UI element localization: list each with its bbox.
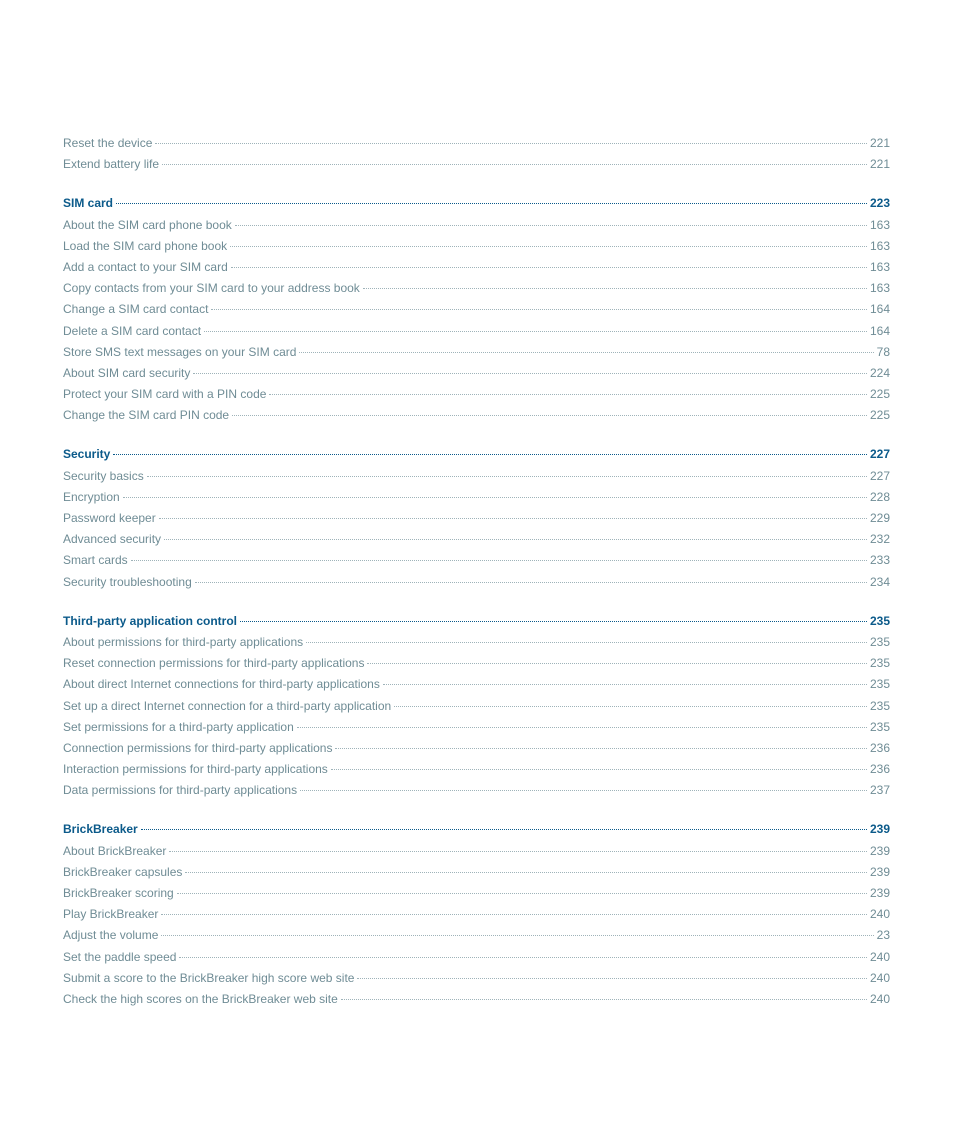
toc-entry-label: BrickBreaker scoring <box>63 886 174 900</box>
dot-leader <box>235 225 867 226</box>
toc-entry-label: Data permissions for third-party applications <box>63 783 298 798</box>
dot-leader <box>164 539 867 540</box>
toc-entry[interactable] <box>63 529 890 550</box>
toc-entry-page: 163 <box>869 238 890 253</box>
dot-leader <box>240 621 867 622</box>
dot-leader <box>300 790 867 791</box>
toc-entry[interactable] <box>63 299 890 320</box>
toc-entry-page: 232 <box>869 532 890 547</box>
toc-entry-label: Security basics <box>63 468 144 483</box>
toc-entry[interactable] <box>63 904 890 925</box>
toc-entry-page: 228 <box>869 489 890 504</box>
toc-entry[interactable] <box>63 487 890 508</box>
toc-entry[interactable] <box>63 466 890 487</box>
section-heading[interactable] <box>63 193 890 214</box>
section-title: Security <box>63 447 111 462</box>
toc-entry[interactable] <box>63 780 890 801</box>
toc-entry-label: Password keeper <box>63 511 156 525</box>
toc-section-brickbreaker <box>63 819 890 1010</box>
dot-leader <box>155 143 867 144</box>
toc-entry-label: Extend battery life <box>63 157 160 172</box>
section-heading[interactable] <box>63 611 890 632</box>
dot-leader <box>141 829 867 830</box>
toc-entry-page: 235 <box>869 634 890 649</box>
toc-entry-page: 163 <box>869 281 890 296</box>
table-of-contents <box>63 133 890 1010</box>
toc-entry-label: Reset connection permissions for third-party applications <box>63 656 365 671</box>
toc-entry-label: About SIM card security <box>63 365 191 380</box>
toc-entry[interactable] <box>63 759 890 780</box>
dot-leader <box>230 246 867 247</box>
toc-entry-page: 235 <box>869 719 890 734</box>
dot-leader <box>363 288 867 289</box>
dot-leader <box>113 454 867 455</box>
toc-entry[interactable] <box>63 257 890 278</box>
toc-entry-label: Set the paddle speed <box>63 949 177 964</box>
toc-entry-label: Protect your SIM card with a PIN code <box>63 387 267 402</box>
toc-entry-label: Copy contacts from your SIM card to your address book <box>63 281 360 296</box>
dot-leader <box>357 978 867 979</box>
toc-entry-label: Security troubleshooting <box>63 574 192 589</box>
section-heading[interactable] <box>63 444 890 465</box>
dot-leader <box>162 164 867 165</box>
dot-leader <box>299 352 873 353</box>
toc-entry-label: Delete a SIM card contact <box>63 323 202 338</box>
toc-section-security <box>63 444 890 592</box>
toc-entry-page: 163 <box>869 217 890 232</box>
dot-leader <box>383 684 867 685</box>
toc-entry-page: 234 <box>869 574 890 589</box>
toc-entry-page: 236 <box>869 740 890 755</box>
toc-entry-page: 239 <box>869 886 890 900</box>
toc-entry-page: 229 <box>869 511 890 525</box>
toc-entry[interactable] <box>63 862 890 883</box>
dot-leader <box>269 394 867 395</box>
toc-entry[interactable] <box>63 738 890 759</box>
dot-leader <box>161 935 873 936</box>
dot-leader <box>394 706 867 707</box>
section-page: 223 <box>869 196 890 211</box>
toc-entry-label: Interaction permissions for third-party applications <box>63 762 328 777</box>
toc-entry-label: Set permissions for a third-party application <box>63 719 294 734</box>
section-page: 227 <box>869 447 890 462</box>
section-page: 235 <box>869 613 890 628</box>
dot-leader <box>331 769 867 770</box>
toc-entry-page: 233 <box>869 553 890 568</box>
toc-entry-page: 224 <box>869 365 890 380</box>
intro-group <box>63 133 890 175</box>
toc-entry-page: 240 <box>869 907 890 922</box>
toc-entry[interactable] <box>63 133 890 154</box>
section-heading[interactable] <box>63 819 890 840</box>
toc-entry-page: 225 <box>869 408 890 423</box>
toc-entry[interactable] <box>63 363 890 384</box>
toc-entry-label: About permissions for third-party applications <box>63 634 304 649</box>
toc-entry-label: About BrickBreaker <box>63 843 167 858</box>
toc-entry-page: 221 <box>869 136 890 150</box>
section-title: BrickBreaker <box>63 822 138 837</box>
toc-entry[interactable] <box>63 508 890 529</box>
dot-leader <box>159 518 867 519</box>
toc-entry-page: 239 <box>869 843 890 858</box>
toc-entry-label: Advanced security <box>63 532 162 547</box>
toc-entry-label: Check the high scores on the BrickBreaker web site <box>63 991 338 1006</box>
dot-leader <box>193 373 867 374</box>
toc-entry-label: Store SMS text messages on your SIM card <box>63 344 297 359</box>
toc-entry[interactable] <box>63 384 890 405</box>
toc-entry-label: Set up a direct Internet connection for a third-party application <box>63 698 392 713</box>
dot-leader <box>211 309 867 310</box>
toc-section-sim-card <box>63 193 890 426</box>
dot-leader <box>297 727 867 728</box>
toc-entry-page: 235 <box>869 656 890 671</box>
toc-entry-page: 235 <box>869 677 890 692</box>
toc-entry[interactable] <box>63 632 890 653</box>
dot-leader <box>232 415 867 416</box>
toc-entry-label: Encryption <box>63 489 120 504</box>
toc-entry-label: Change a SIM card contact <box>63 302 209 317</box>
section-page: 239 <box>869 822 890 837</box>
toc-entry-label: Add a contact to your SIM card <box>63 259 228 274</box>
dot-leader <box>177 893 867 894</box>
toc-entry-label: Play BrickBreaker <box>63 907 159 922</box>
toc-entry-page: 78 <box>876 344 890 359</box>
toc-entry-label: About the SIM card phone book <box>63 217 232 232</box>
toc-entry-label: Load the SIM card phone book <box>63 238 228 253</box>
toc-entry-page: 240 <box>869 970 890 985</box>
toc-entry[interactable] <box>63 572 890 593</box>
toc-entry-page: 240 <box>869 991 890 1006</box>
toc-section-third-party-application-control <box>63 611 890 802</box>
toc-entry-label: Connection permissions for third-party applications <box>63 740 333 755</box>
toc-entry-page: 221 <box>869 157 890 172</box>
dot-leader <box>179 957 867 958</box>
section-title: SIM card <box>63 196 114 211</box>
toc-entry[interactable] <box>63 841 890 862</box>
toc-entry-page: 23 <box>876 928 890 943</box>
dot-leader <box>169 851 867 852</box>
dot-leader <box>131 560 867 561</box>
toc-entry-page: 237 <box>869 783 890 798</box>
toc-entry-page: 227 <box>869 468 890 483</box>
toc-entry[interactable] <box>63 154 890 175</box>
dot-leader <box>335 748 867 749</box>
dot-leader <box>306 642 867 643</box>
dot-leader <box>161 914 867 915</box>
toc-entry-page: 236 <box>869 762 890 777</box>
dot-leader <box>195 582 867 583</box>
toc-entry[interactable] <box>63 696 890 717</box>
toc-entry-label: Adjust the volume <box>63 928 159 943</box>
toc-entry[interactable] <box>63 653 890 674</box>
dot-leader <box>147 476 867 477</box>
dot-leader <box>123 497 867 498</box>
toc-entry[interactable] <box>63 968 890 989</box>
toc-entry-label: Change the SIM card PIN code <box>63 408 230 423</box>
toc-entry-page: 225 <box>869 387 890 402</box>
dot-leader <box>341 999 867 1000</box>
dot-leader <box>185 872 867 873</box>
toc-entry[interactable] <box>63 925 890 946</box>
toc-entry[interactable] <box>63 215 890 236</box>
toc-entry[interactable] <box>63 674 890 695</box>
toc-entry[interactable] <box>63 989 890 1010</box>
toc-entry-label: Reset the device <box>63 136 153 150</box>
toc-entry-label: About direct Internet connections for third-party applications <box>63 677 380 692</box>
toc-entry-label: BrickBreaker capsules <box>63 864 183 879</box>
toc-entry-page: 239 <box>869 864 890 879</box>
toc-entry-page: 163 <box>869 259 890 274</box>
dot-leader <box>204 331 867 332</box>
toc-entry-page: 164 <box>869 302 890 317</box>
toc-entry[interactable] <box>63 883 890 904</box>
toc-entry-page: 164 <box>869 323 890 338</box>
toc-entry[interactable] <box>63 278 890 299</box>
toc-entry[interactable] <box>63 342 890 363</box>
toc-entry[interactable] <box>63 321 890 342</box>
toc-entry[interactable] <box>63 550 890 571</box>
toc-entry-label: Submit a score to the BrickBreaker high score web site <box>63 970 355 985</box>
toc-entry-page: 235 <box>869 698 890 713</box>
toc-entry-label: Smart cards <box>63 553 128 568</box>
dot-leader <box>231 267 867 268</box>
section-title: Third-party application control <box>63 613 238 628</box>
toc-entry-page: 240 <box>869 949 890 964</box>
toc-entry[interactable] <box>63 405 890 426</box>
toc-entry[interactable] <box>63 947 890 968</box>
toc-entry[interactable] <box>63 236 890 257</box>
dot-leader <box>367 663 866 664</box>
dot-leader <box>116 203 867 204</box>
toc-entry[interactable] <box>63 717 890 738</box>
